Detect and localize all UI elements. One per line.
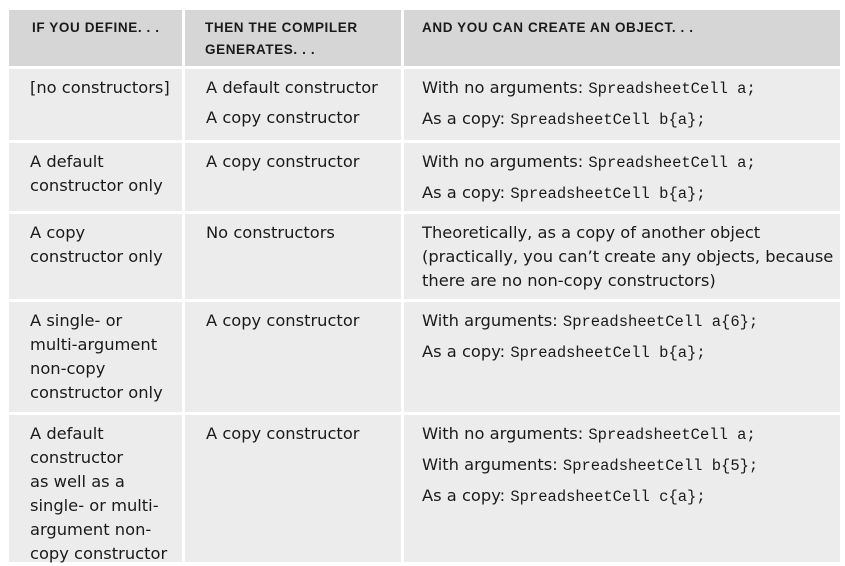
row2-define bbox=[9, 143, 185, 211]
cell-text: non-copy bbox=[30, 359, 106, 378]
example-line bbox=[422, 484, 834, 509]
cell-text: there are no non-copy constructors) bbox=[422, 271, 716, 290]
cell-text: A single- or bbox=[30, 311, 123, 330]
cell-text: A default bbox=[30, 152, 104, 171]
cell-text: argument non- bbox=[30, 520, 152, 539]
constructor-table bbox=[9, 10, 840, 562]
code-snippet: SpreadsheetCell a; bbox=[588, 80, 756, 98]
row4-create bbox=[404, 302, 840, 412]
row1-generates bbox=[185, 69, 404, 140]
example-label: With arguments: bbox=[422, 311, 563, 330]
header-text: GENERATES. . . bbox=[205, 42, 316, 57]
code-snippet: SpreadsheetCell a; bbox=[588, 154, 756, 172]
cell-text: A copy constructor bbox=[206, 108, 360, 127]
row5-create bbox=[404, 415, 840, 562]
row1-define bbox=[9, 69, 185, 140]
example-line bbox=[422, 150, 834, 175]
example-label: With arguments: bbox=[422, 455, 563, 474]
cell-text: copy constructor bbox=[30, 544, 168, 563]
cell-text: multi-argument bbox=[30, 335, 158, 354]
header-text: AND YOU CAN CREATE AN OBJECT. . . bbox=[422, 20, 694, 35]
cell-text: A default bbox=[30, 424, 104, 443]
code-snippet: SpreadsheetCell c{a}; bbox=[510, 488, 706, 506]
code-snippet: SpreadsheetCell b{a}; bbox=[510, 111, 706, 129]
code-snippet: SpreadsheetCell a; bbox=[588, 426, 756, 444]
cell-text: No constructors bbox=[206, 223, 335, 242]
example-line bbox=[422, 107, 834, 132]
example-line bbox=[422, 422, 834, 447]
row3-define bbox=[9, 214, 185, 299]
row5-generates bbox=[185, 415, 404, 562]
row2-create bbox=[404, 143, 840, 211]
code-snippet: SpreadsheetCell b{a}; bbox=[510, 185, 706, 203]
cell-text: A default constructor bbox=[206, 78, 378, 97]
example-line bbox=[422, 309, 834, 334]
row5-define bbox=[9, 415, 185, 562]
header-text: IF YOU DEFINE. . . bbox=[32, 20, 160, 35]
example-label: As a copy: bbox=[422, 109, 511, 128]
example-line bbox=[422, 453, 834, 478]
header-create bbox=[404, 10, 840, 66]
code-snippet: SpreadsheetCell b{5}; bbox=[562, 457, 759, 475]
cell-text: constructor only bbox=[30, 247, 163, 266]
header-define bbox=[9, 10, 185, 66]
row3-generates bbox=[185, 214, 404, 299]
example-label: With no arguments: bbox=[422, 424, 589, 443]
row2-generates bbox=[185, 143, 404, 211]
row1-create bbox=[404, 69, 840, 140]
row3-create bbox=[404, 214, 840, 299]
header-generates bbox=[185, 10, 404, 66]
cell-text: A copy bbox=[30, 223, 86, 242]
cell-text: constructor only bbox=[30, 383, 163, 402]
example-line bbox=[422, 181, 834, 206]
code-snippet: SpreadsheetCell a{6}; bbox=[562, 313, 759, 331]
example-line bbox=[422, 340, 834, 365]
cell-text: A copy constructor bbox=[206, 311, 360, 330]
cell-text: Theoretically, as a copy of another object bbox=[422, 223, 761, 242]
cell-text: as well as a bbox=[30, 472, 125, 491]
cell-text: A copy constructor bbox=[206, 424, 360, 443]
example-label: As a copy: bbox=[422, 486, 511, 505]
example-label: As a copy: bbox=[422, 183, 511, 202]
cell-text: (practically, you can’t create any objects, because bbox=[422, 247, 834, 266]
example-label: As a copy: bbox=[422, 342, 511, 361]
header-text: THEN THE COMPILER bbox=[205, 20, 358, 35]
row4-generates bbox=[185, 302, 404, 412]
cell-text: A copy constructor bbox=[206, 152, 360, 171]
example-line bbox=[422, 76, 834, 101]
example-label: With no arguments: bbox=[422, 152, 589, 171]
cell-text: constructor only bbox=[30, 176, 163, 195]
example-label: With no arguments: bbox=[422, 78, 589, 97]
code-snippet: SpreadsheetCell b{a}; bbox=[510, 344, 706, 362]
row4-define bbox=[9, 302, 185, 412]
cell-text: [no constructors] bbox=[30, 78, 170, 97]
cell-text: constructor bbox=[30, 448, 124, 467]
cell-text: single- or multi- bbox=[30, 496, 159, 515]
